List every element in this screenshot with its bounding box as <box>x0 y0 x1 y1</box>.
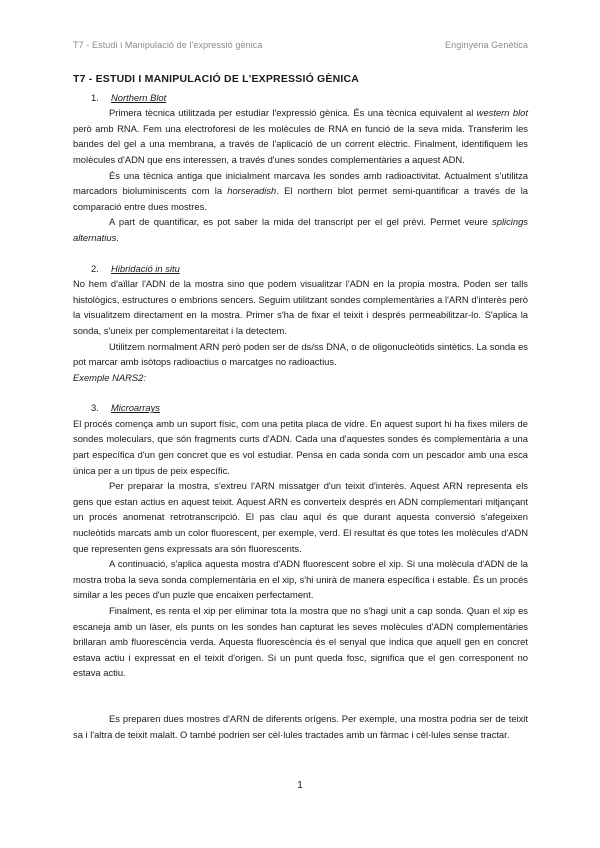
running-header-right: Enginyeria Genètica <box>445 40 528 50</box>
running-header-left: T7 - Estudi i Manipulació de l'expressió gènica <box>73 40 263 50</box>
text-run: però amb RNA. Fem una electroforesi de les molècules de RNA en funció de la seva mida. Transferim les bandes del gel a una membrana, a través de l'aplicació de un corrent elèctric. Finalment, identifiquem les molècules d'ADN que ens interessen, a través d'unes sondes complementàries a aquest ADN. <box>73 122 528 165</box>
text-run: Primera tècnica utilitzada per estudiar l'expressió gènica. És una tècnica equivalent al <box>109 107 477 119</box>
spacer <box>73 385 528 400</box>
section-number: 2. <box>91 262 99 274</box>
paragraph: No hem d'aïllar l'ADN de la mostra sino que podem visualitzar l'ADN en la propia mostra. Poden ser talls histològics, estructures o embrions sencers. Seguim utilitzant sondes complementàries a l'ARN d'interès però la visualitzem directament en la mostra. Primer s'ha de fixar el teixit i després permeabilitzar-lo. S'aplica la sonda, s'uneix per complementareitat i la detectem. <box>73 278 528 336</box>
section-number: 1. <box>91 91 99 103</box>
section-heading-northern-blot <box>73 90 528 106</box>
text-run: . <box>116 231 119 243</box>
section-heading-microarrays <box>73 400 528 416</box>
paragraph: Es preparen dues mostres d'ARN de diferents orígens. Per exemple, una mostra podria ser de teixit sa i l'altra de teixit malalt. O també podrien ser cèl·lules tractades amb un fàrmac i cèl·lules sense tractar. <box>73 712 528 740</box>
section-heading-hibridacio <box>73 261 528 277</box>
paragraph <box>73 168 528 215</box>
document-body <box>73 72 528 742</box>
paragraph: Per preparar la mostra, s'extreu l'ARN missatger d'un teixit d'interès. Aquest ARN representa els gens que estan actius en aquest teixit. Aquest ARN es converteix després en ADN complementari mitjançant un procés anomenat retrotranscripció. El pas clau aquí és que durant aquesta conversió s'afegeixen nucleòtids marcats amb un color fluorescent, per exemple, verd. El resultat és que totes les molècules d'ADN que representen gens expressats ara són fluorescents. <box>73 480 528 554</box>
paragraph: Utilitzem normalment ARN però poden ser de ds/ss DNA, o de oligonucleòtids sintètics. La sonda es pot marcar amb isòtops radioactius o marcatges no radioactius. <box>73 340 528 368</box>
paragraph: El procés comença amb un suport físic, com una petita placa de vidre. En aquest suport hi ha fixes milers de sondes moleculars, que són fragments curts d'ADN. Cada una d'aquestes sondes és complementària a una part específica d'un gen concret que es vol estudiar. Pensa en cada sonda com un pescador amb una esca única per a un tipus de peix específic. <box>73 417 528 476</box>
paragraph <box>73 214 528 245</box>
spacer <box>73 246 528 261</box>
paragraph: A continuació, s'aplica aquesta mostra d'ADN fluorescent sobre el xip. Si una molècula d'ADN de la mostra troba la seva sonda complementària en el xip, s'hi unirà de manera específica i estable. És un procés similar a les peces d'un puzle que encaixen perfectament. <box>73 558 528 601</box>
page-number: 1 <box>297 780 303 791</box>
paragraph: Finalment, es renta el xip per eliminar tota la mostra que no s'hagi unit a cap sonda. Quan el xip es escaneja amb un làser, els punts on les sondes han capturat les seves molècules d'ADN complementàries brillaran amb fluorescència verda. Aquesta fluorescència és el senyal que indica que aquell gen en concret estava actiu i expressat en el teixit d'origen. Si un punt queda fosc, significa que el gen corresponent no estava actiu. <box>73 605 528 679</box>
paragraph <box>73 105 528 167</box>
spacer <box>73 681 528 711</box>
section-number: 3. <box>91 402 99 414</box>
document-title: T7 - ESTUDI I MANIPULACIÓ DE L'EXPRESSIÓ GÈNICA <box>73 73 360 85</box>
emphasis: Exemple NARS2: <box>73 371 146 383</box>
text-run: A part de quantificar, es pot saber la mida del transcript per el gel prèvi. Permet veure <box>109 216 493 228</box>
emphasis: horseradish <box>227 185 277 197</box>
example-label <box>73 370 528 386</box>
text-run: . El northern blot permet semi-quantificar a través de la comparació entre dues mostres. <box>73 185 528 212</box>
text-run: És una tècnica antiga que inicialment marcava les sondes amb radioactivitat. Actualment s'utilitza marcadors bioluminiscents com la <box>73 169 528 197</box>
emphasis: splicings alternatius <box>73 216 528 243</box>
section-title: Hibridació in situ <box>111 262 180 274</box>
section-title: Northern Blot <box>111 91 167 103</box>
section-title: Microarrays <box>111 402 160 414</box>
emphasis: western blot <box>476 107 529 119</box>
